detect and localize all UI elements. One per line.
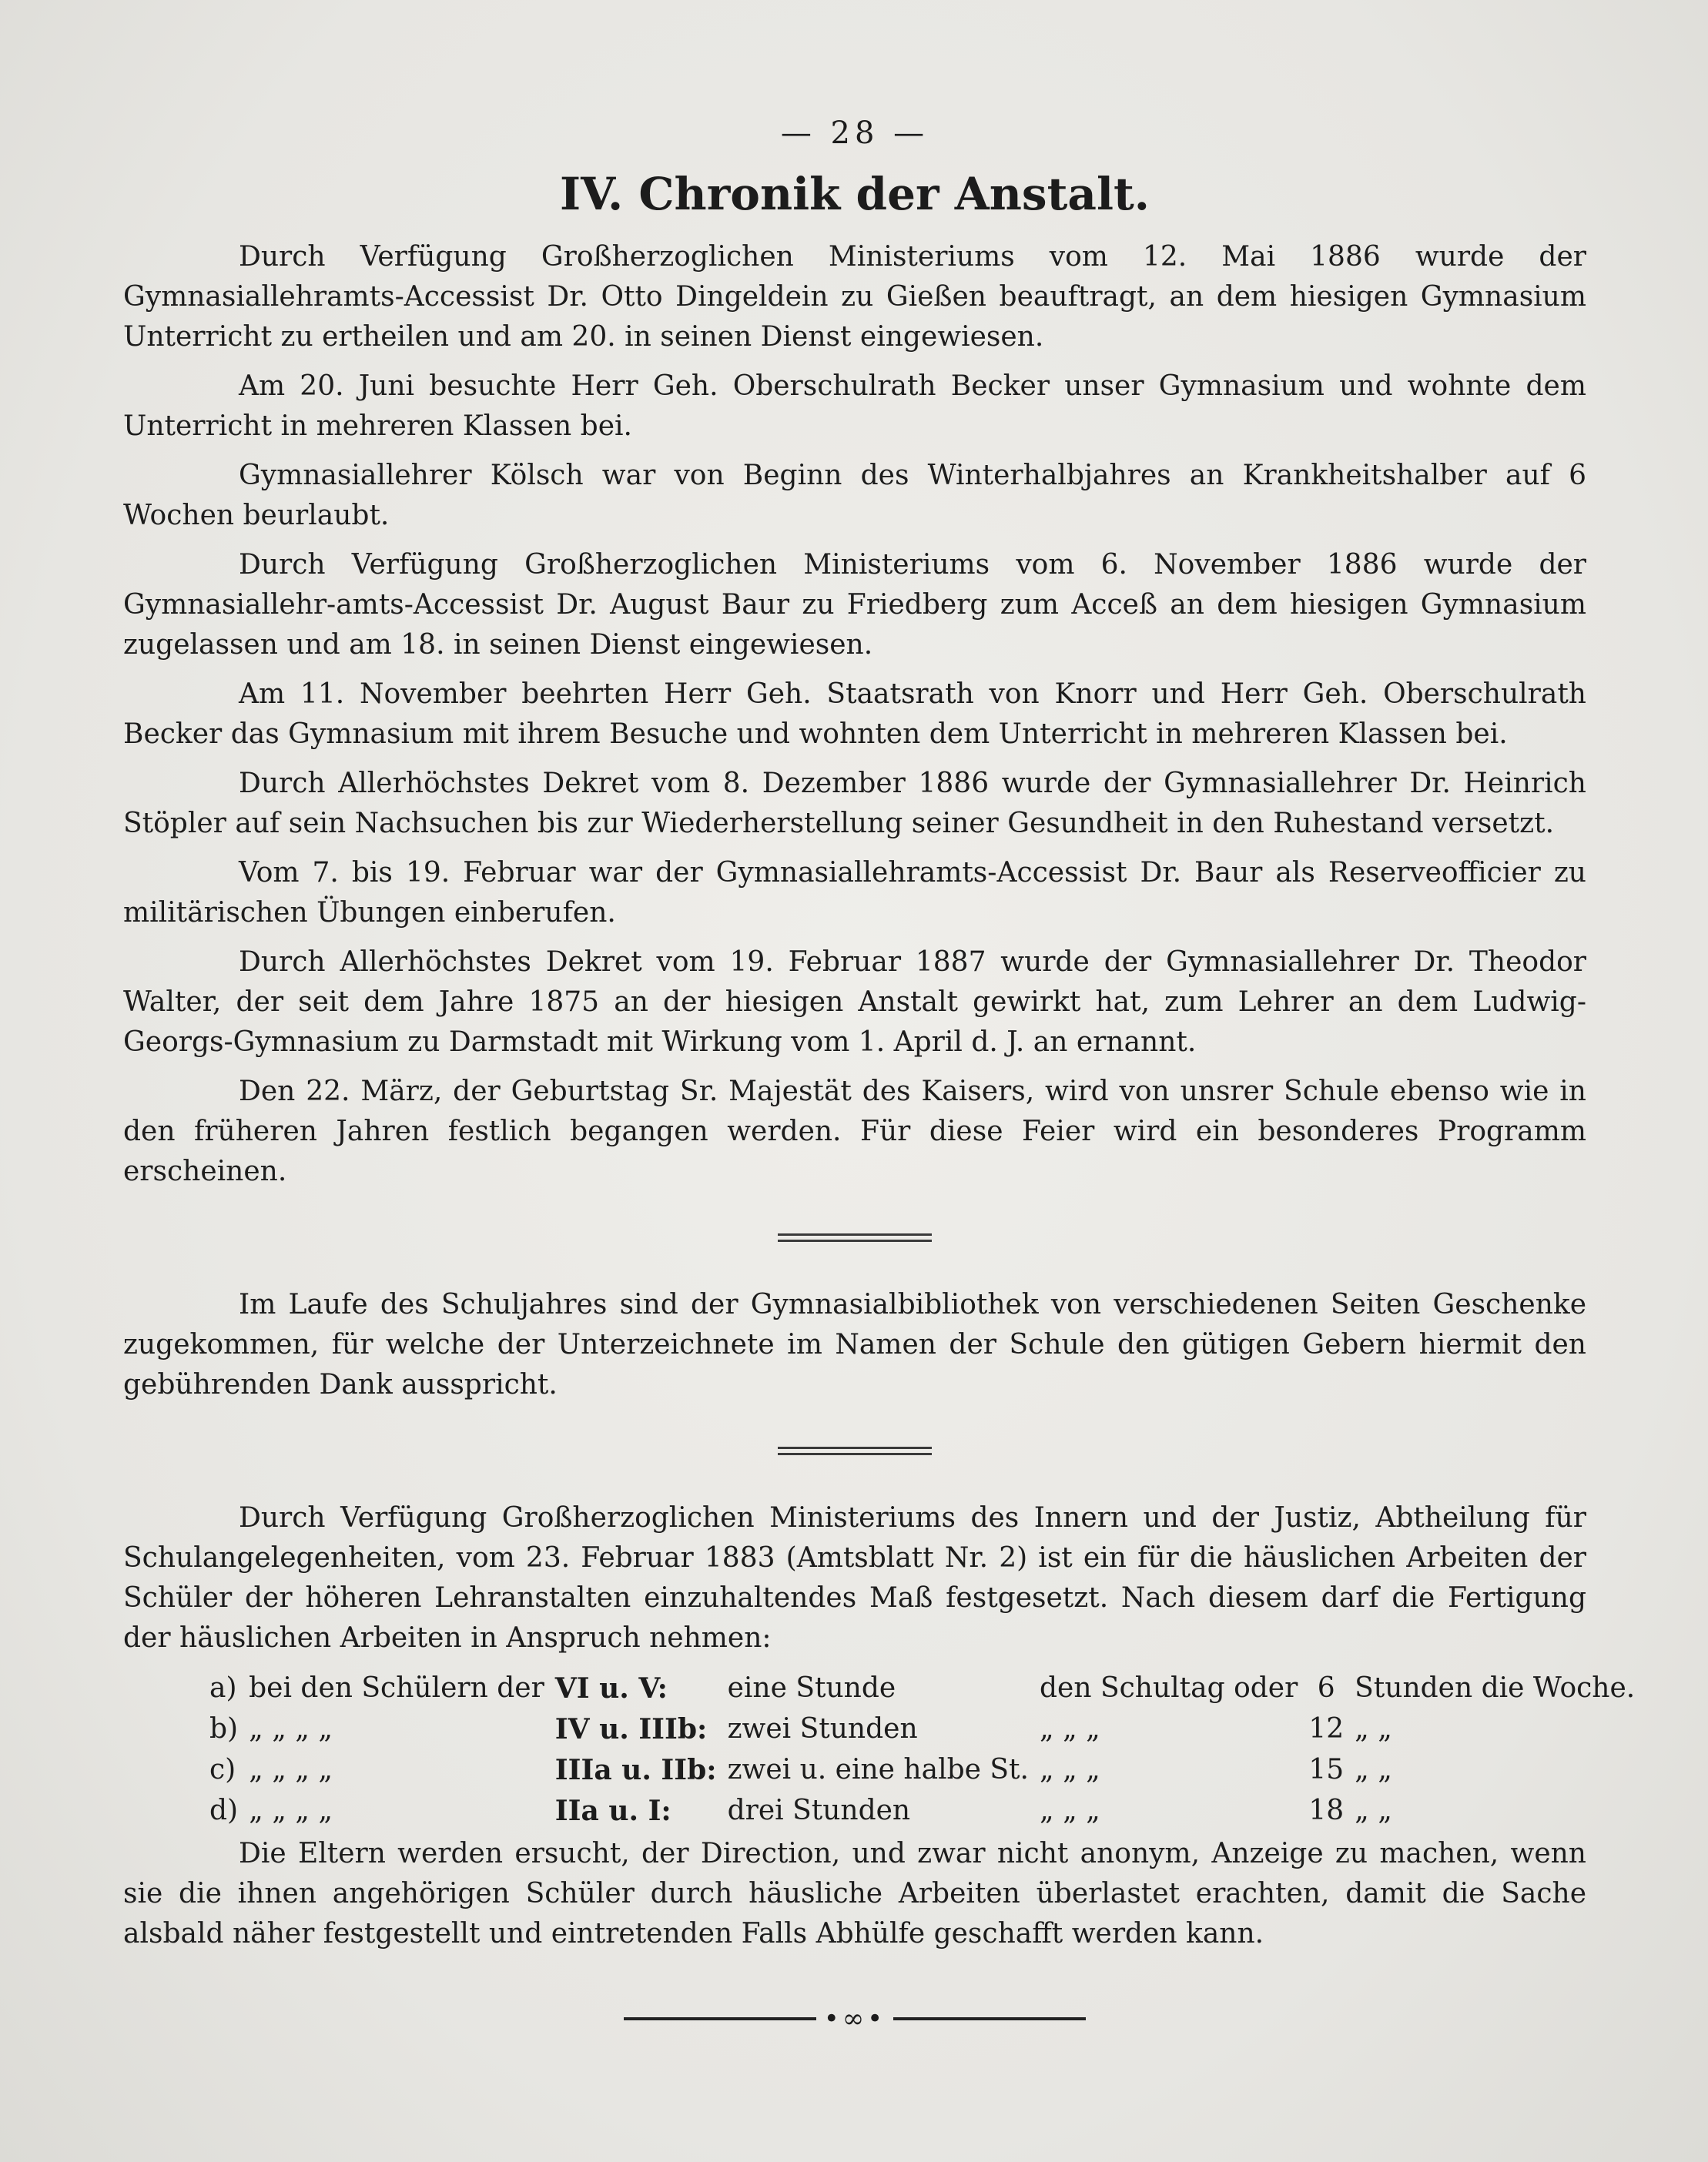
library-paragraph: Im Laufe des Schuljahres sind der Gymnasialbibliothek von verschiedenen Seiten Geschenke zugekommen, für welche der Unterzeichnete im Namen der Schule den gütigen Gebern hiermit den gebührenden Dank ausspricht. [123, 1289, 1586, 1401]
row-letter: d) [209, 1795, 239, 1826]
chronicle-paragraph: Am 20. Juni besuchte Herr Geh. Oberschulrath Becker unser Gymnasium und wohnte dem Unterricht in mehreren Klassen bei. [123, 370, 1586, 442]
row-day-label: „ „ „ [1039, 1754, 1100, 1785]
closing-paragraph: Die Eltern werden ersucht, der Direction, und zwar nicht anonym, Anzeige zu machen, wenn sie die ihnen angehörigen Schüler durch häusliche Arbeiten überlastet erachten, damit die Sache alsbald näher festgestellt und eintretenden Falls Abhülfe geschafft werden kann. [123, 1838, 1586, 1949]
row-per-day: zwei u. eine halbe St. [727, 1754, 1029, 1785]
row-day-label: „ „ „ [1039, 1795, 1100, 1826]
chronicle-paragraph: Vom 7. bis 19. Februar war der Gymnasiallehramts-Accessist Dr. Baur als Reserveofficier zu militärischen Übungen einberufen. [123, 857, 1586, 929]
row-prefix: bei den Schülern der [249, 1672, 544, 1704]
row-hours: 12 [1308, 1713, 1345, 1745]
section-divider [778, 1233, 932, 1242]
row-prefix: „ „ „ „ [249, 1713, 333, 1745]
table-row [209, 1749, 1646, 1790]
row-prefix: „ „ „ „ [249, 1754, 333, 1785]
table-row [209, 1790, 1646, 1831]
page-number: — 28 — [780, 115, 929, 151]
row-week-label: „ „ [1355, 1713, 1392, 1745]
row-per-day: eine Stunde [727, 1672, 896, 1704]
section-divider [778, 1447, 932, 1455]
table-row [209, 1709, 1646, 1749]
row-letter: c) [209, 1754, 236, 1785]
chronicle-paragraph: Gymnasiallehrer Kölsch war von Beginn des Winterhalbjahres an Krankheitshalber auf 6 Wochen beurlaubt. [123, 460, 1586, 531]
row-letter: a) [209, 1672, 237, 1704]
row-classes: IIIa u. IIb: [554, 1753, 717, 1786]
chronicle-paragraph: Durch Verfügung Großherzoglichen Ministeriums vom 12. Mai 1886 wurde der Gymnasiallehramts-Accessist Dr. Otto Dingeldein zu Gießen beauftragt, an dem hiesigen Gymnasium Unterricht zu ertheilen und am 20. in seinen Dienst eingewiesen. [123, 241, 1586, 353]
row-letter: b) [209, 1713, 239, 1745]
chronicle-paragraph: Durch Verfügung Großherzoglichen Ministeriums vom 6. November 1886 wurde der Gymnasiallehr-amts-Accessist Dr. August Baur zu Friedberg zum Acceß an dem hiesigen Gymnasium zugelassen und am 18. in seinen Dienst eingewiesen. [123, 549, 1586, 661]
ornament-line-right [893, 2017, 1086, 2020]
row-hours: 15 [1308, 1754, 1345, 1785]
row-day-label: den Schultag oder [1039, 1672, 1298, 1704]
closing-ornament [123, 2003, 1586, 2034]
row-hours: 6 [1317, 1672, 1335, 1704]
row-classes: IV u. IIIb: [554, 1712, 708, 1745]
row-per-day: drei Stunden [727, 1795, 911, 1826]
ornament-line-left [624, 2017, 816, 2020]
row-prefix: „ „ „ „ [249, 1795, 333, 1826]
row-day-label: „ „ „ [1039, 1713, 1100, 1745]
row-week-label: „ „ [1355, 1754, 1392, 1785]
chronicle-paragraph: Durch Allerhöchstes Dekret vom 8. Dezember 1886 wurde der Gymnasiallehrer Dr. Heinrich Stöpler auf sein Nachsuchen bis zur Wiederherstellung seiner Gesundheit in den Ruhestand versetzt. [123, 768, 1586, 839]
row-classes: IIa u. I: [554, 1794, 671, 1827]
chronicle-paragraph: Am 11. November beehrten Herr Geh. Staatsrath von Knorr und Herr Geh. Oberschulrath Becker das Gymnasium mit ihrem Besuche und wohnten dem Unterricht in mehreren Klassen bei. [123, 678, 1586, 750]
row-per-day: zwei Stunden [727, 1713, 918, 1745]
ornament-knot-icon: •∞• [823, 2003, 886, 2034]
chronicle-paragraph: Durch Allerhöchstes Dekret vom 19. Februar 1887 wurde der Gymnasiallehrer Dr. Theodor Walter, der seit dem Jahre 1875 an der hiesigen Anstalt gewirkt hat, zum Lehrer an dem Ludwig-Georgs-Gymnasium zu Darmstadt mit Wirkung vom 1. April d. J. an ernannt. [123, 946, 1586, 1058]
row-week-label: „ „ [1355, 1795, 1392, 1826]
document-body [123, 115, 1636, 2034]
row-hours: 18 [1308, 1795, 1345, 1826]
homework-intro: Durch Verfügung Großherzoglichen Ministeriums des Innern und der Justiz, Abtheilung für Schulangelegenheiten, vom 23. Februar 1883 (Amtsblatt Nr. 2) ist ein für die häuslichen Arbeiten der Schüler der höheren Lehranstalten einzuhaltendes Maß festgesetzt. Nach diesem darf die Fertigung der häuslichen Arbeiten in Anspruch nehmen: [123, 1502, 1586, 1654]
chapter-title: IV. Chronik der Anstalt. [560, 168, 1150, 220]
homework-schedule-table [209, 1668, 1646, 1831]
row-week-label: Stunden die Woche. [1355, 1672, 1636, 1704]
table-row [209, 1668, 1646, 1709]
chronicle-paragraph: Den 22. März, der Geburtstag Sr. Majestät des Kaisers, wird von unsrer Schule ebenso wie in den früheren Jahren festlich begangen werden. Für diese Feier wird ein besonderes Programm erscheinen. [123, 1076, 1586, 1187]
row-classes: VI u. V: [554, 1672, 668, 1705]
